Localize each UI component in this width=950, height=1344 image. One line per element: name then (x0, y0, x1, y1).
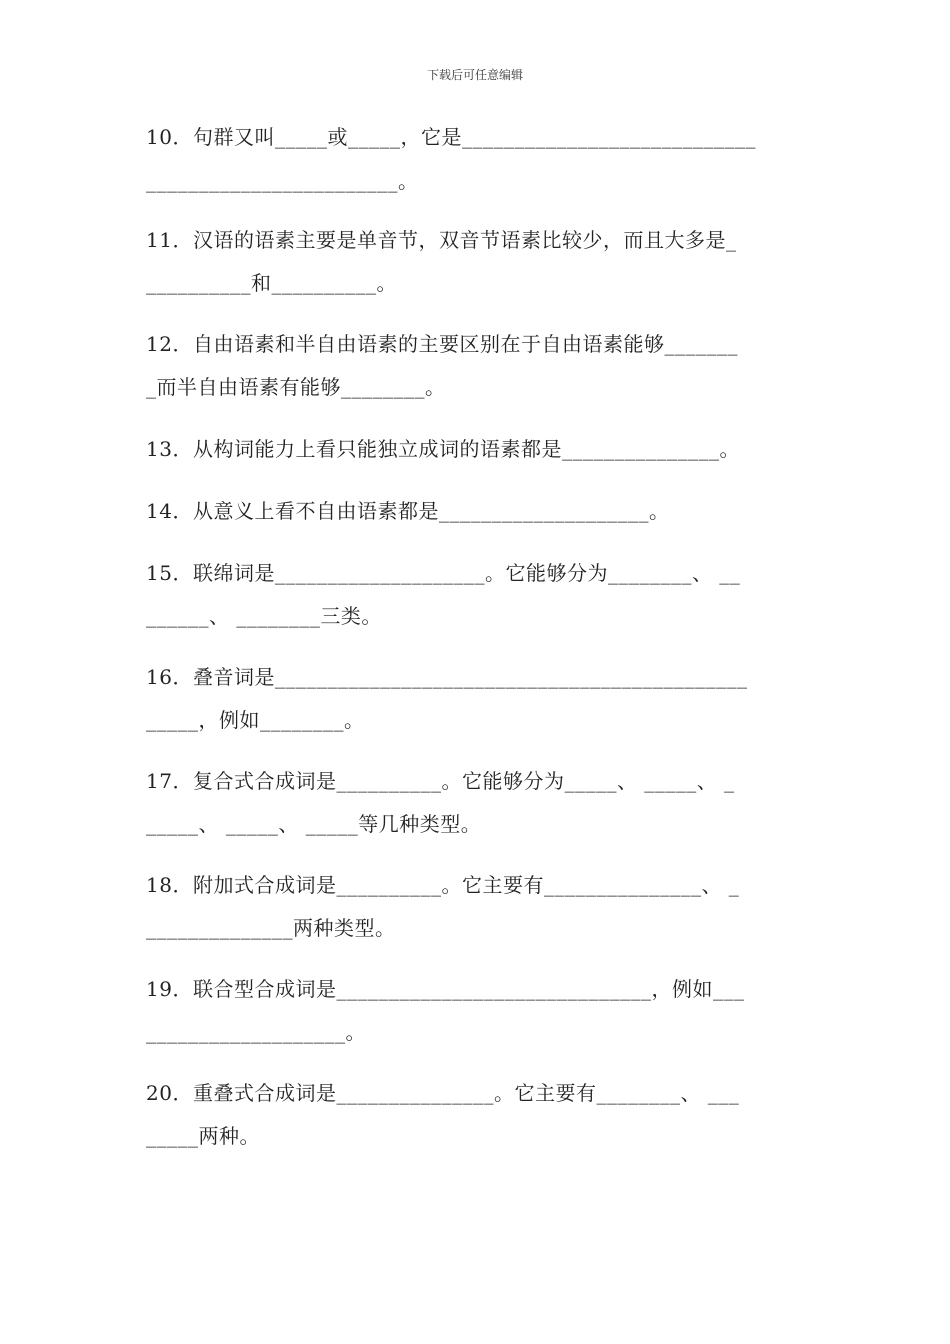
question-19-line-2: ___________________。 (146, 1020, 366, 1044)
question-20-line-1: 20．重叠式合成词是_______________。它主要有________、 ___ (146, 1081, 740, 1105)
question-17-line-2: _____、 _____、 _____等几种类型。 (146, 812, 482, 836)
question-10-line-2: ________________________。 (146, 169, 419, 193)
question-11-line-1: 11．汉语的语素主要是单音节，双音节语素比较少，而且大多是_ (146, 228, 737, 252)
question-18-line-1: 18．附加式合成词是__________。它主要有_______________、 _ (146, 873, 740, 897)
question-16-line-1: 16．叠音词是_____________________________________________ (146, 665, 748, 689)
question-13-line-1: 13．从构词能力上看只能独立成词的语素都是_______________。 (146, 437, 740, 461)
question-11-line-2: __________和__________。 (146, 271, 397, 295)
question-20-line-2: _____两种。 (146, 1124, 260, 1148)
question-12-line-2: _而半自由语素有能够________。 (146, 375, 446, 399)
question-12-line-1: 12．自由语素和半自由语素的主要区别在于自由语素能够_______ (146, 332, 738, 356)
question-17-line-1: 17．复合式合成词是__________。它能够分为_____、 _____、 _ (146, 769, 735, 793)
question-19-line-1: 19．联合型合成词是______________________________，例如___ (146, 977, 745, 1001)
question-14-line-1: 14．从意义上看不自由语素都是____________________。 (146, 499, 670, 523)
question-18-line-2: ______________两种类型。 (146, 916, 396, 940)
question-15-line-2: ______、 ________三类。 (146, 604, 382, 628)
question-16-line-2: _____，例如________。 (146, 708, 365, 732)
question-10-line-1: 10．句群又叫_____或_____，它是____________________________ (146, 125, 756, 149)
page-header: 下载后可任意编辑 (426, 68, 523, 82)
question-15-line-1: 15．联绵词是____________________。它能够分为________、 __ (146, 561, 741, 585)
